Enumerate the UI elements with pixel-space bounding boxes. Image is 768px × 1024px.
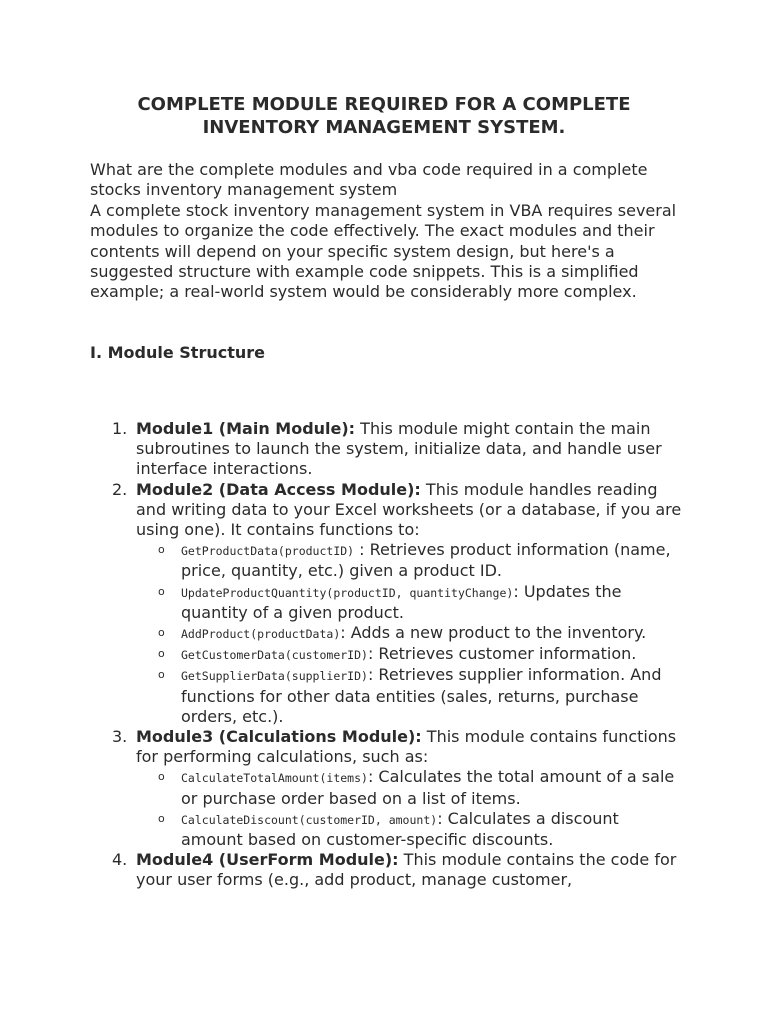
module-number: 1. [112,419,128,438]
module-number: 4. [112,850,128,870]
module-description: This module might contain the main subroutines to launch the system, initialize data, and handle user interface interactions. [136,419,662,479]
function-item [136,644,681,665]
module-description: This module contains functions for performing calculations, such as: [136,727,677,767]
function-signature: AddProduct(productData) [181,627,341,642]
function-signature: CalculateTotalAmount(items) [181,771,368,786]
bullet-icon: o [158,626,165,640]
bullet-icon: o [158,770,165,784]
module-name: Module1 (Main Module): [136,419,356,438]
bullet-icon: o [158,584,165,598]
module-item [90,850,690,890]
bullet-icon: o [158,647,165,661]
document-title: COMPLETE MODULE REQUIRED FOR A COMPLETE INVENTORY MANAGEMENT SYSTEM. [137,94,631,138]
intro-answer: A complete stock inventory management system in VBA requires several modules to organize the code effectively. The exact modules and their contents will depend on your specific system design, but here's a suggested structure with example code snippets. This is a simplified example; a real-world system would be considerably more complex. [90,200,677,302]
bullet-icon: o [158,543,165,557]
function-signature: UpdateProductQuantity(productID, quantityChange) [181,585,514,600]
function-description: : Adds a new product to the inventory. [340,623,647,643]
module-description: This module handles reading and writing data to your Excel worksheets (or a database, if you are using one). It contains functions to: [136,479,682,540]
function-item [136,809,681,850]
function-signature: GetCustomerData(customerID) [181,648,368,663]
section-heading: I. Module Structure [90,343,265,362]
function-description: : Calculates the total amount of a sale or purchase order based on a list of items. [181,767,675,808]
module-item [90,419,690,480]
bullet-icon: o [158,668,165,682]
function-description: : Retrieves customer information. [367,644,637,664]
module-name: Module2 (Data Access Module): [136,479,421,499]
function-list [136,540,690,727]
module-list [90,419,690,891]
function-list [136,767,690,850]
function-item [136,623,681,644]
intro-section [90,160,690,303]
module-name: Module3 (Calculations Module): [136,727,422,747]
module-description: This module contains the code for your user forms (e.g., add product, manage customer, [136,850,677,890]
function-description: : Retrieves supplier information. And functions for other data entities (sales, returns, purchase orders, etc.). [181,665,662,726]
intro-question: What are the complete modules and vba code required in a complete stocks inventory management system [90,160,648,200]
function-signature: GetProductData(productID) [181,544,355,559]
function-item [136,767,681,808]
module-name: Module4 (UserForm Module): [136,850,399,870]
module-number: 3. [112,727,128,747]
module-item [90,480,690,727]
function-item [136,665,681,727]
bullet-icon: o [158,811,165,825]
module-item [90,727,690,850]
function-item [136,540,681,581]
module-number: 2. [112,479,128,499]
function-description: : Updates the quantity of a given product. [181,581,622,622]
function-description: : Calculates a discount amount based on customer-specific discounts. [181,808,619,850]
function-signature: GetSupplierData(supplierID) [181,669,368,684]
function-signature: CalculateDiscount(customerID, amount) [181,812,438,827]
function-description: : Retrieves product information (name, price, quantity, etc.) given a product ID. [181,540,671,581]
function-item [136,582,681,623]
